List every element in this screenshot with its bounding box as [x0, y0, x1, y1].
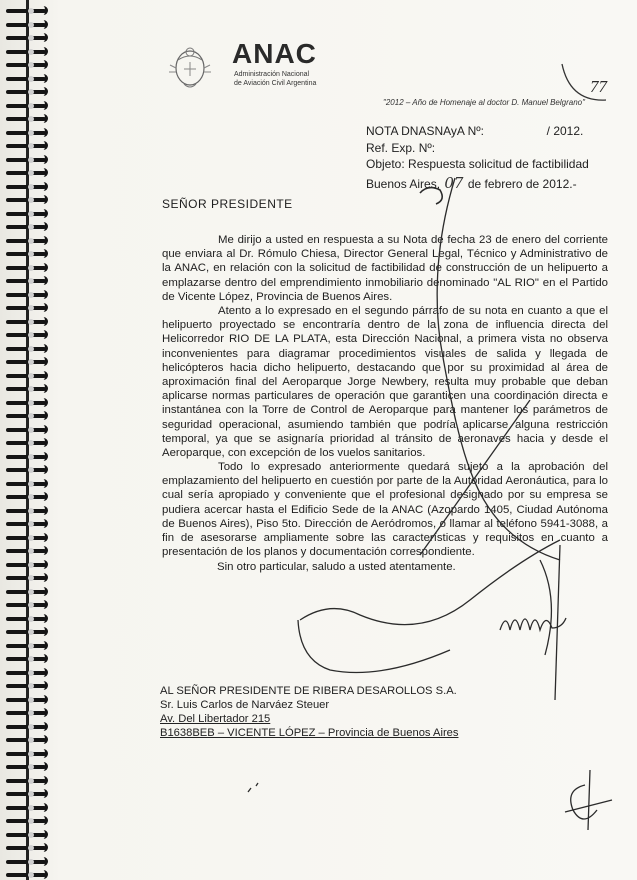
ring-hook	[39, 438, 48, 447]
spiral-ring	[6, 708, 48, 717]
spiral-ring	[6, 789, 48, 798]
ring-hook	[39, 573, 48, 582]
spiral-ring	[6, 222, 48, 231]
spiral-ring	[6, 587, 48, 596]
punch-hole	[28, 737, 34, 743]
punch-hole	[28, 211, 34, 217]
ring-hook	[39, 384, 48, 393]
punch-hole	[28, 332, 34, 338]
punch-hole	[28, 751, 34, 757]
ring-hook	[39, 668, 48, 677]
ring-hook	[39, 681, 48, 690]
ring-hook	[39, 263, 48, 272]
spiral-ring	[6, 6, 48, 15]
punch-hole	[28, 49, 34, 55]
spiral-ring	[6, 546, 48, 555]
ring-hook	[39, 344, 48, 353]
ring-hook	[39, 371, 48, 380]
punch-hole	[28, 845, 34, 851]
ring-hook	[39, 803, 48, 812]
punch-hole	[28, 251, 34, 257]
spiral-ring	[6, 735, 48, 744]
ring-hook	[39, 843, 48, 852]
spiral-ring	[6, 627, 48, 636]
folio-number: 77	[590, 77, 607, 96]
punch-hole	[28, 35, 34, 41]
spiral-ring	[6, 749, 48, 758]
punch-hole	[28, 197, 34, 203]
punch-hole	[28, 508, 34, 514]
punch-hole	[28, 643, 34, 649]
ring-hook	[39, 236, 48, 245]
spiral-ring	[6, 560, 48, 569]
spiral-ring	[6, 695, 48, 704]
spiral-ring	[6, 479, 48, 488]
salutation: SEÑOR PRESIDENTE	[162, 197, 293, 211]
spiral-ring	[6, 74, 48, 83]
ring-hook	[39, 276, 48, 285]
ring-hook	[39, 695, 48, 704]
ring-hook	[39, 735, 48, 744]
national-coat-of-arms-icon	[160, 38, 220, 98]
punch-hole	[28, 103, 34, 109]
spiral-ring	[6, 398, 48, 407]
punch-hole	[28, 116, 34, 122]
ring-hook	[39, 776, 48, 785]
ring-hook	[39, 357, 48, 366]
spiral-ring	[6, 182, 48, 191]
ring-hook	[39, 303, 48, 312]
punch-hole	[28, 440, 34, 446]
spiral-ring	[6, 344, 48, 353]
punch-hole	[28, 724, 34, 730]
punch-hole	[28, 413, 34, 419]
punch-hole	[28, 494, 34, 500]
date-day-handwritten: 07	[444, 174, 464, 192]
punch-hole	[28, 278, 34, 284]
ring-hook	[39, 519, 48, 528]
punch-hole	[28, 8, 34, 14]
punch-hole	[28, 359, 34, 365]
paragraph-1-text: Me dirijo a usted en respuesta a su Nota de fecha 23 de enero del corriente que enviara al Dr. Rómulo Chiesa, Director General Legal, Técnico y Administrativo de la ANAC, en relación con la solicitud de factibilidad de construcción de un helipuerto a emplazarse dentro del emprendimiento inmobiliario denominado "AL RIO" en el Partido de Vicente López, Provincia de Buenos Aires.	[162, 234, 608, 303]
year-motto: "2012 – Año de Homenaje al doctor D. Manuel Belgrano"	[383, 98, 585, 107]
punch-hole	[28, 616, 34, 622]
spiral-ring	[6, 20, 48, 29]
paragraph-2	[162, 304, 608, 460]
punch-hole	[28, 805, 34, 811]
punch-hole	[28, 562, 34, 568]
ring-hook	[39, 627, 48, 636]
punch-hole	[28, 710, 34, 716]
note-number-line	[366, 124, 583, 138]
paragraph-2-text: Atento a lo expresado en el segundo párrafo de su nota en cuanto a que el helipuerto proyectado se encontraría dentro de la zona de influencia directa del Helicorredor RIO DE LA PLATA, esta Dirección Nacional, a primera vista no observa inconvenientes para diagramar procedimientos visuales de salida y llegada de helicópteros hacia dicho helipuerto, destacando que por su proximidad al área de aproximación final del Aeroparque Jorge Newbery, resulta muy probable que deban aplicarse normas particulares de operación que garanticen una coordinación directa e instantánea con la Torre de Control de Aeroparque para mantener los parámetros de seguridad operacional, asumiendo también que podría aplicarse alguna restricción temporal, ya que se asignaría prioridad al tránsito de aeronaves hacia y desde el Aeroparque, con excepción de los vuelos sanitarios.	[162, 305, 608, 460]
ring-hook	[39, 654, 48, 663]
ring-hook	[39, 546, 48, 555]
punch-hole	[28, 670, 34, 676]
punch-hole	[28, 656, 34, 662]
punch-hole	[28, 859, 34, 865]
punch-hole	[28, 778, 34, 784]
spiral-ring	[6, 425, 48, 434]
reference-line: Ref. Exp. Nº:	[366, 141, 436, 155]
spiral-ring	[6, 816, 48, 825]
ring-hook	[39, 317, 48, 326]
ring-hook	[39, 168, 48, 177]
ring-hook	[39, 533, 48, 542]
punch-hole	[28, 143, 34, 149]
spiral-ring	[6, 857, 48, 866]
ring-hook	[39, 182, 48, 191]
ring-hook	[39, 857, 48, 866]
paragraph-3-text: Todo lo expresado anteriormente quedará sujeto a la aprobación del emplazamiento del helipuerto en cuestión por parte de la Autoridad Aeronáutica, para lo cual sería apropiado y conveniente que el profesional designado por su empresa se pudiera acercar hasta el Edificio Sede de la ANAC (Azopardo 1405, Ciudad Autónoma de Buenos Aires), Piso 5to. Dirección de Aeródromos, o llamar al teléfono 5941-3088, a fin de asesorarse ampliamente sobre las características y requisitos en cuanto a presentación de los planos y documentación correspondiente.	[162, 461, 608, 559]
ring-hook	[39, 101, 48, 110]
anac-logo-title: ANAC	[232, 38, 317, 69]
punch-hole	[28, 427, 34, 433]
ring-hook	[39, 479, 48, 488]
spiral-ring	[6, 290, 48, 299]
ring-hook	[39, 641, 48, 650]
punch-hole	[28, 22, 34, 28]
ring-hook	[39, 330, 48, 339]
spiral-ring	[6, 830, 48, 839]
punch-hole	[28, 184, 34, 190]
ring-hook	[39, 114, 48, 123]
ring-hook	[39, 492, 48, 501]
punch-hole	[28, 764, 34, 770]
spiral-ring	[6, 371, 48, 380]
spiral-binding	[0, 0, 52, 880]
spiral-ring	[6, 249, 48, 258]
ring-hook	[39, 222, 48, 231]
date-prefix: Buenos Aires,	[366, 177, 441, 191]
ring-hook	[39, 560, 48, 569]
ring-hook	[39, 762, 48, 771]
spiral-ring	[6, 641, 48, 650]
ring-hook	[39, 722, 48, 731]
note-number-label: NOTA DNASNAyA Nº:	[366, 124, 484, 138]
spiral-ring	[6, 317, 48, 326]
spiral-ring	[6, 843, 48, 852]
recipient-line-1: AL SEÑOR PRESIDENTE DE RIBERA DESAROLLOS S.A.	[160, 685, 457, 697]
spiral-ring	[6, 60, 48, 69]
punch-hole	[28, 454, 34, 460]
ring-hook	[39, 411, 48, 420]
ring-hook	[39, 60, 48, 69]
ring-hook	[39, 47, 48, 56]
ring-hook	[39, 789, 48, 798]
spiral-ring	[6, 33, 48, 42]
logo-subtitle-line-2: de Aviación Civil Argentina	[234, 80, 317, 87]
paragraph-1	[162, 233, 608, 304]
recipient-line-4: B1638BEB – VICENTE LÓPEZ – Provincia de Buenos Aires	[160, 727, 459, 739]
recipient-line-3: Av. Del Libertador 215	[160, 713, 271, 725]
note-number-year: / 2012.	[546, 124, 584, 138]
ring-hook	[39, 452, 48, 461]
punch-hole	[28, 818, 34, 824]
spiral-ring	[6, 506, 48, 515]
spiral-ring	[6, 614, 48, 623]
spiral-ring	[6, 101, 48, 110]
ring-hook	[39, 749, 48, 758]
ring-hook	[39, 6, 48, 15]
spiral-ring	[6, 762, 48, 771]
spiral-ring	[6, 263, 48, 272]
punch-hole	[28, 683, 34, 689]
spiral-ring	[6, 195, 48, 204]
punch-hole	[28, 238, 34, 244]
spiral-ring	[6, 330, 48, 339]
ring-hook	[39, 141, 48, 150]
spiral-ring	[6, 168, 48, 177]
spiral-ring	[6, 209, 48, 218]
ring-hook	[39, 74, 48, 83]
ring-hook	[39, 600, 48, 609]
punch-hole	[28, 265, 34, 271]
spiral-ring	[6, 776, 48, 785]
ring-hook	[39, 290, 48, 299]
anac-logo-subtitle	[234, 70, 354, 88]
subject-line: Objeto: Respuesta solicitud de factibilidad	[366, 157, 589, 171]
punch-hole	[28, 791, 34, 797]
punch-hole	[28, 386, 34, 392]
spiral-ring	[6, 236, 48, 245]
punch-hole	[28, 319, 34, 325]
spiral-ring	[6, 668, 48, 677]
spiral-ring	[6, 492, 48, 501]
closing-line: Sin otro particular, saludo a usted atentamente.	[217, 561, 456, 573]
ring-hook	[39, 87, 48, 96]
ring-hook	[39, 33, 48, 42]
ring-hook	[39, 195, 48, 204]
ring-hook	[39, 870, 48, 879]
spiral-ring	[6, 155, 48, 164]
spiral-ring	[6, 303, 48, 312]
ring-hook	[39, 155, 48, 164]
spiral-ring	[6, 128, 48, 137]
spiral-ring	[6, 681, 48, 690]
spiral-ring	[6, 465, 48, 474]
punch-hole	[28, 602, 34, 608]
punch-hole	[28, 373, 34, 379]
spiral-ring	[6, 438, 48, 447]
punch-hole	[28, 832, 34, 838]
punch-hole	[28, 481, 34, 487]
paragraph-3	[162, 460, 608, 559]
spiral-ring	[6, 141, 48, 150]
punch-hole	[28, 130, 34, 136]
punch-hole	[28, 697, 34, 703]
spiral-ring	[6, 114, 48, 123]
spiral-ring	[6, 276, 48, 285]
spiral-ring	[6, 357, 48, 366]
ring-hook	[39, 128, 48, 137]
spiral-ring	[6, 87, 48, 96]
ring-hook	[39, 209, 48, 218]
ring-hook	[39, 249, 48, 258]
spiral-ring	[6, 452, 48, 461]
punch-hole	[28, 89, 34, 95]
punch-hole	[28, 535, 34, 541]
punch-hole	[28, 467, 34, 473]
spiral-ring	[6, 654, 48, 663]
spiral-ring	[6, 722, 48, 731]
ring-hook	[39, 506, 48, 515]
folio-stamp	[556, 56, 616, 106]
ring-hook	[39, 465, 48, 474]
recipient-line-2: Sr. Luis Carlos de Narváez Steuer	[160, 699, 330, 711]
ring-hook	[39, 816, 48, 825]
punch-hole	[28, 224, 34, 230]
spiral-ring	[6, 803, 48, 812]
date-line	[366, 174, 577, 192]
punch-hole	[28, 305, 34, 311]
punch-hole	[28, 872, 34, 878]
ring-hook	[39, 830, 48, 839]
spiral-ring	[6, 573, 48, 582]
date-suffix: de febrero de 2012.-	[467, 177, 577, 191]
punch-hole	[28, 292, 34, 298]
spiral-ring	[6, 600, 48, 609]
ring-hook	[39, 20, 48, 29]
punch-hole	[28, 157, 34, 163]
logo-subtitle-line-1: Administración Nacional	[234, 71, 310, 78]
punch-hole	[28, 521, 34, 527]
punch-hole	[28, 575, 34, 581]
ring-hook	[39, 614, 48, 623]
punch-hole	[28, 548, 34, 554]
spiral-ring	[6, 870, 48, 879]
ring-hook	[39, 398, 48, 407]
punch-hole	[28, 629, 34, 635]
spiral-ring	[6, 533, 48, 542]
spiral-ring	[6, 519, 48, 528]
punch-hole	[28, 589, 34, 595]
spiral-ring	[6, 47, 48, 56]
ring-hook	[39, 425, 48, 434]
punch-hole	[28, 400, 34, 406]
ring-hook	[39, 587, 48, 596]
spiral-ring	[6, 411, 48, 420]
punch-hole	[28, 170, 34, 176]
punch-hole	[28, 346, 34, 352]
punch-hole	[28, 76, 34, 82]
punch-hole	[28, 62, 34, 68]
spiral-ring	[6, 384, 48, 393]
ring-hook	[39, 708, 48, 717]
